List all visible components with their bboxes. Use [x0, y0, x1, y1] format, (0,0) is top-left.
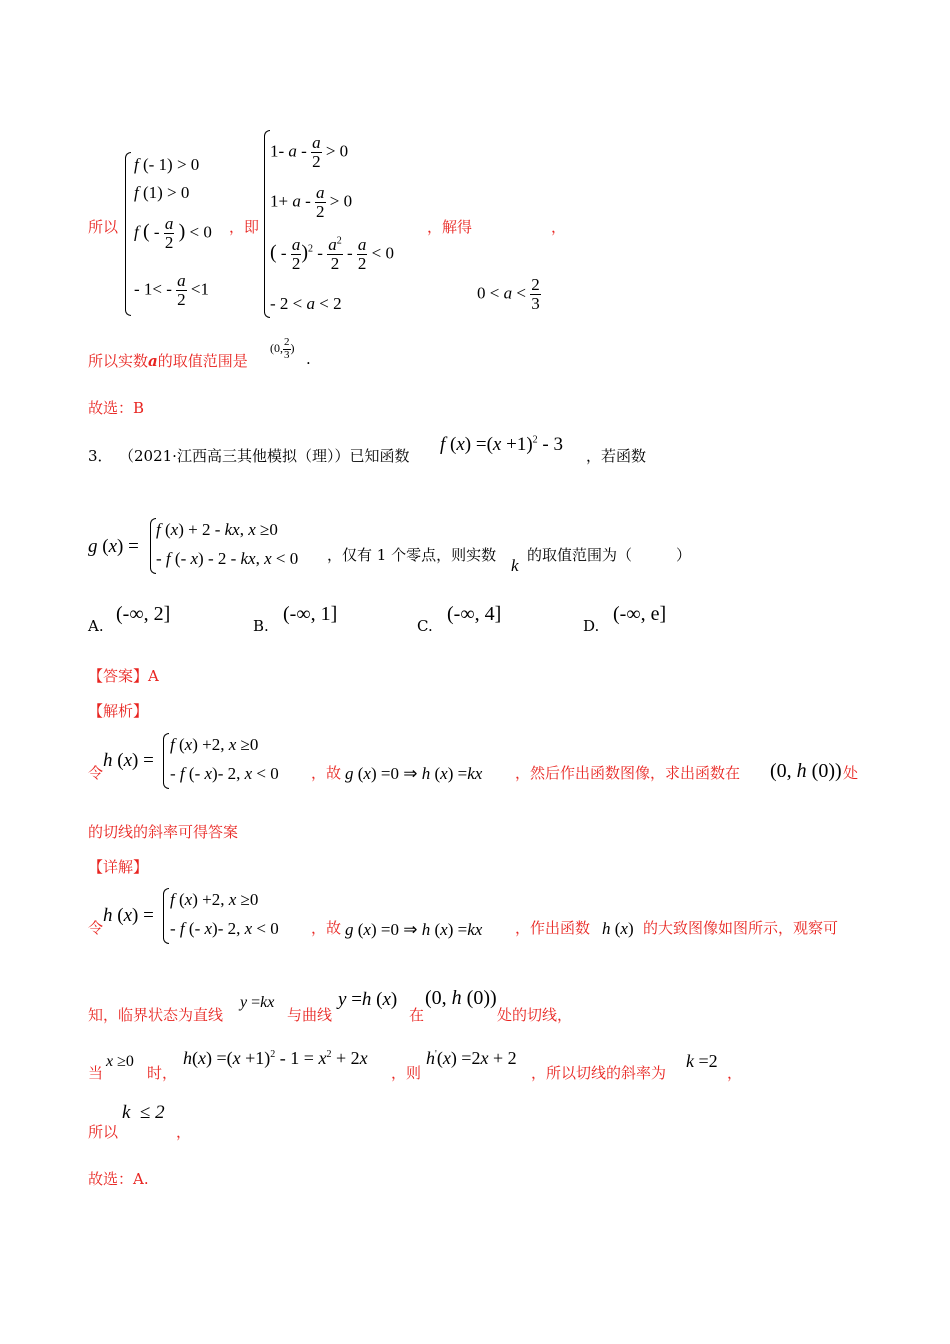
- analysis-ling: 令: [88, 764, 104, 782]
- option-a-label: A.: [88, 617, 104, 635]
- choice-line-1: 故选：B: [88, 399, 145, 417]
- sys2-row4: - 2 < a < 2: [270, 294, 342, 313]
- gx-case1: f (x) + 2 - kx, x ≥0: [156, 520, 278, 539]
- gx-case2: - f (- x) - 2 - kx, x < 0: [156, 549, 299, 568]
- analysis-chu: 处: [843, 764, 859, 782]
- detail-comma2: ，: [176, 1123, 192, 1141]
- sys2-row1: 1- a - $\frac{a}{2}$ > 0: [270, 133, 349, 171]
- q3-fx: f $(x) =(x +1)^2 - 3$: [440, 434, 563, 455]
- detail-line-eq: y =kx: [240, 994, 275, 1011]
- q3-ruo: ，若函数: [586, 447, 647, 465]
- option-b-label: B.: [253, 617, 269, 635]
- detail-ze: ，则: [391, 1064, 422, 1082]
- detail-rest: 的大致图像如图所示，观察可: [643, 919, 839, 937]
- detail-gu: ，故: [311, 919, 342, 937]
- q3-tail1: ，仅有 1 个零点，则实数: [327, 546, 497, 564]
- option-b-value: (-∞, 1]: [283, 603, 338, 625]
- sys1-row3: f ( - $\frac{a}{2}$ ) < 0: [134, 214, 212, 252]
- detail-kval: k =2: [686, 1051, 718, 1071]
- analysis-eq: g (x) =0 ⇒ h (x) =kx: [345, 764, 483, 783]
- answer-label: 【答案】A: [88, 667, 159, 685]
- sys1-row1: f (- 1) > 0: [134, 155, 200, 174]
- detail-point: (0, h (0)): [425, 987, 497, 1009]
- detail-tangent: 处的切线，: [497, 1006, 573, 1024]
- comma-label: ，: [551, 218, 567, 236]
- detail-shi: 时，: [147, 1064, 178, 1082]
- option-c-value: (-∞, 4]: [447, 603, 502, 625]
- ji-label: ，即: [229, 218, 260, 236]
- analysis-point: (0, h (0)): [770, 760, 842, 782]
- option-a-value: (-∞, 2]: [116, 603, 171, 625]
- option-d-label: D.: [583, 617, 600, 635]
- detail-suoyi: 所以: [88, 1123, 119, 1141]
- analysis-then: ，然后作出函数图像，求出函数在: [515, 764, 741, 782]
- detail-yu: 与曲线: [287, 1006, 333, 1024]
- detail-cond: x ≥0: [106, 1053, 134, 1070]
- detail-dang: 当: [88, 1064, 104, 1082]
- sys2-row2: 1+ a - $\frac{a}{2}$ > 0: [270, 183, 353, 221]
- q3-tail2: 的取值范围为（: [527, 546, 633, 564]
- sys2-row3: ( - $\frac{a}{2}$ )$^2$ - $\frac{a^2}{2}$ - $\frac{a}{2}$ < 0: [270, 235, 394, 273]
- detail-zhi: 知，临界状态为直线: [88, 1006, 224, 1024]
- range-line: 所以实数a的取值范围是: [88, 352, 248, 370]
- sys1-row4: - 1< - $\frac{a}{2}$ <1: [134, 271, 210, 309]
- q3-k: k: [511, 556, 519, 575]
- detail-zai: 在: [409, 1006, 425, 1024]
- solution-expr: 0 < a < $\frac{2}{3}$: [477, 275, 540, 313]
- q3-number: 3．: [88, 447, 113, 465]
- detail-curve: y =h (x): [338, 989, 398, 1010]
- detail-title: 【详解】: [88, 858, 149, 876]
- range-end: .: [306, 350, 311, 368]
- detail-final: 故选：A.: [88, 1170, 149, 1188]
- sys1-row2: f (1) > 0: [134, 183, 190, 202]
- detail-hexp: $h(x) =(x +1)^2 - 1 = x^2 + 2x$: [183, 1048, 368, 1068]
- detail-deriv: h'(x) =2x + 2: [426, 1048, 517, 1068]
- q3-tail3: ）: [676, 546, 692, 564]
- detail-eq: g (x) =0 ⇒ h (x) =kx: [345, 920, 483, 939]
- option-c-label: C.: [417, 617, 433, 635]
- detail-ling: 令: [88, 919, 104, 937]
- analysis-title: 【解析】: [88, 702, 149, 720]
- detail-make: ，作出函数: [515, 919, 591, 937]
- analysis-gu: ，故: [311, 764, 342, 782]
- jiede-label: ，解得: [427, 218, 473, 236]
- detail-comma: ，: [727, 1064, 743, 1082]
- option-d-value: (-∞, e]: [613, 603, 667, 625]
- range-interval: (0, $\frac{2}{3}$ ): [270, 336, 295, 361]
- detail-kle: k ≤ 2: [122, 1102, 165, 1123]
- detail-hx: h (x): [602, 919, 634, 938]
- analysis-line2: 的切线的斜率可得答案: [88, 823, 239, 841]
- detail-slope-text: ，所以切线的斜率为: [531, 1064, 667, 1082]
- q3-source: （2021·江西高三其他模拟（理））已知函数: [119, 447, 410, 465]
- suoyi-label: 所以: [88, 218, 119, 236]
